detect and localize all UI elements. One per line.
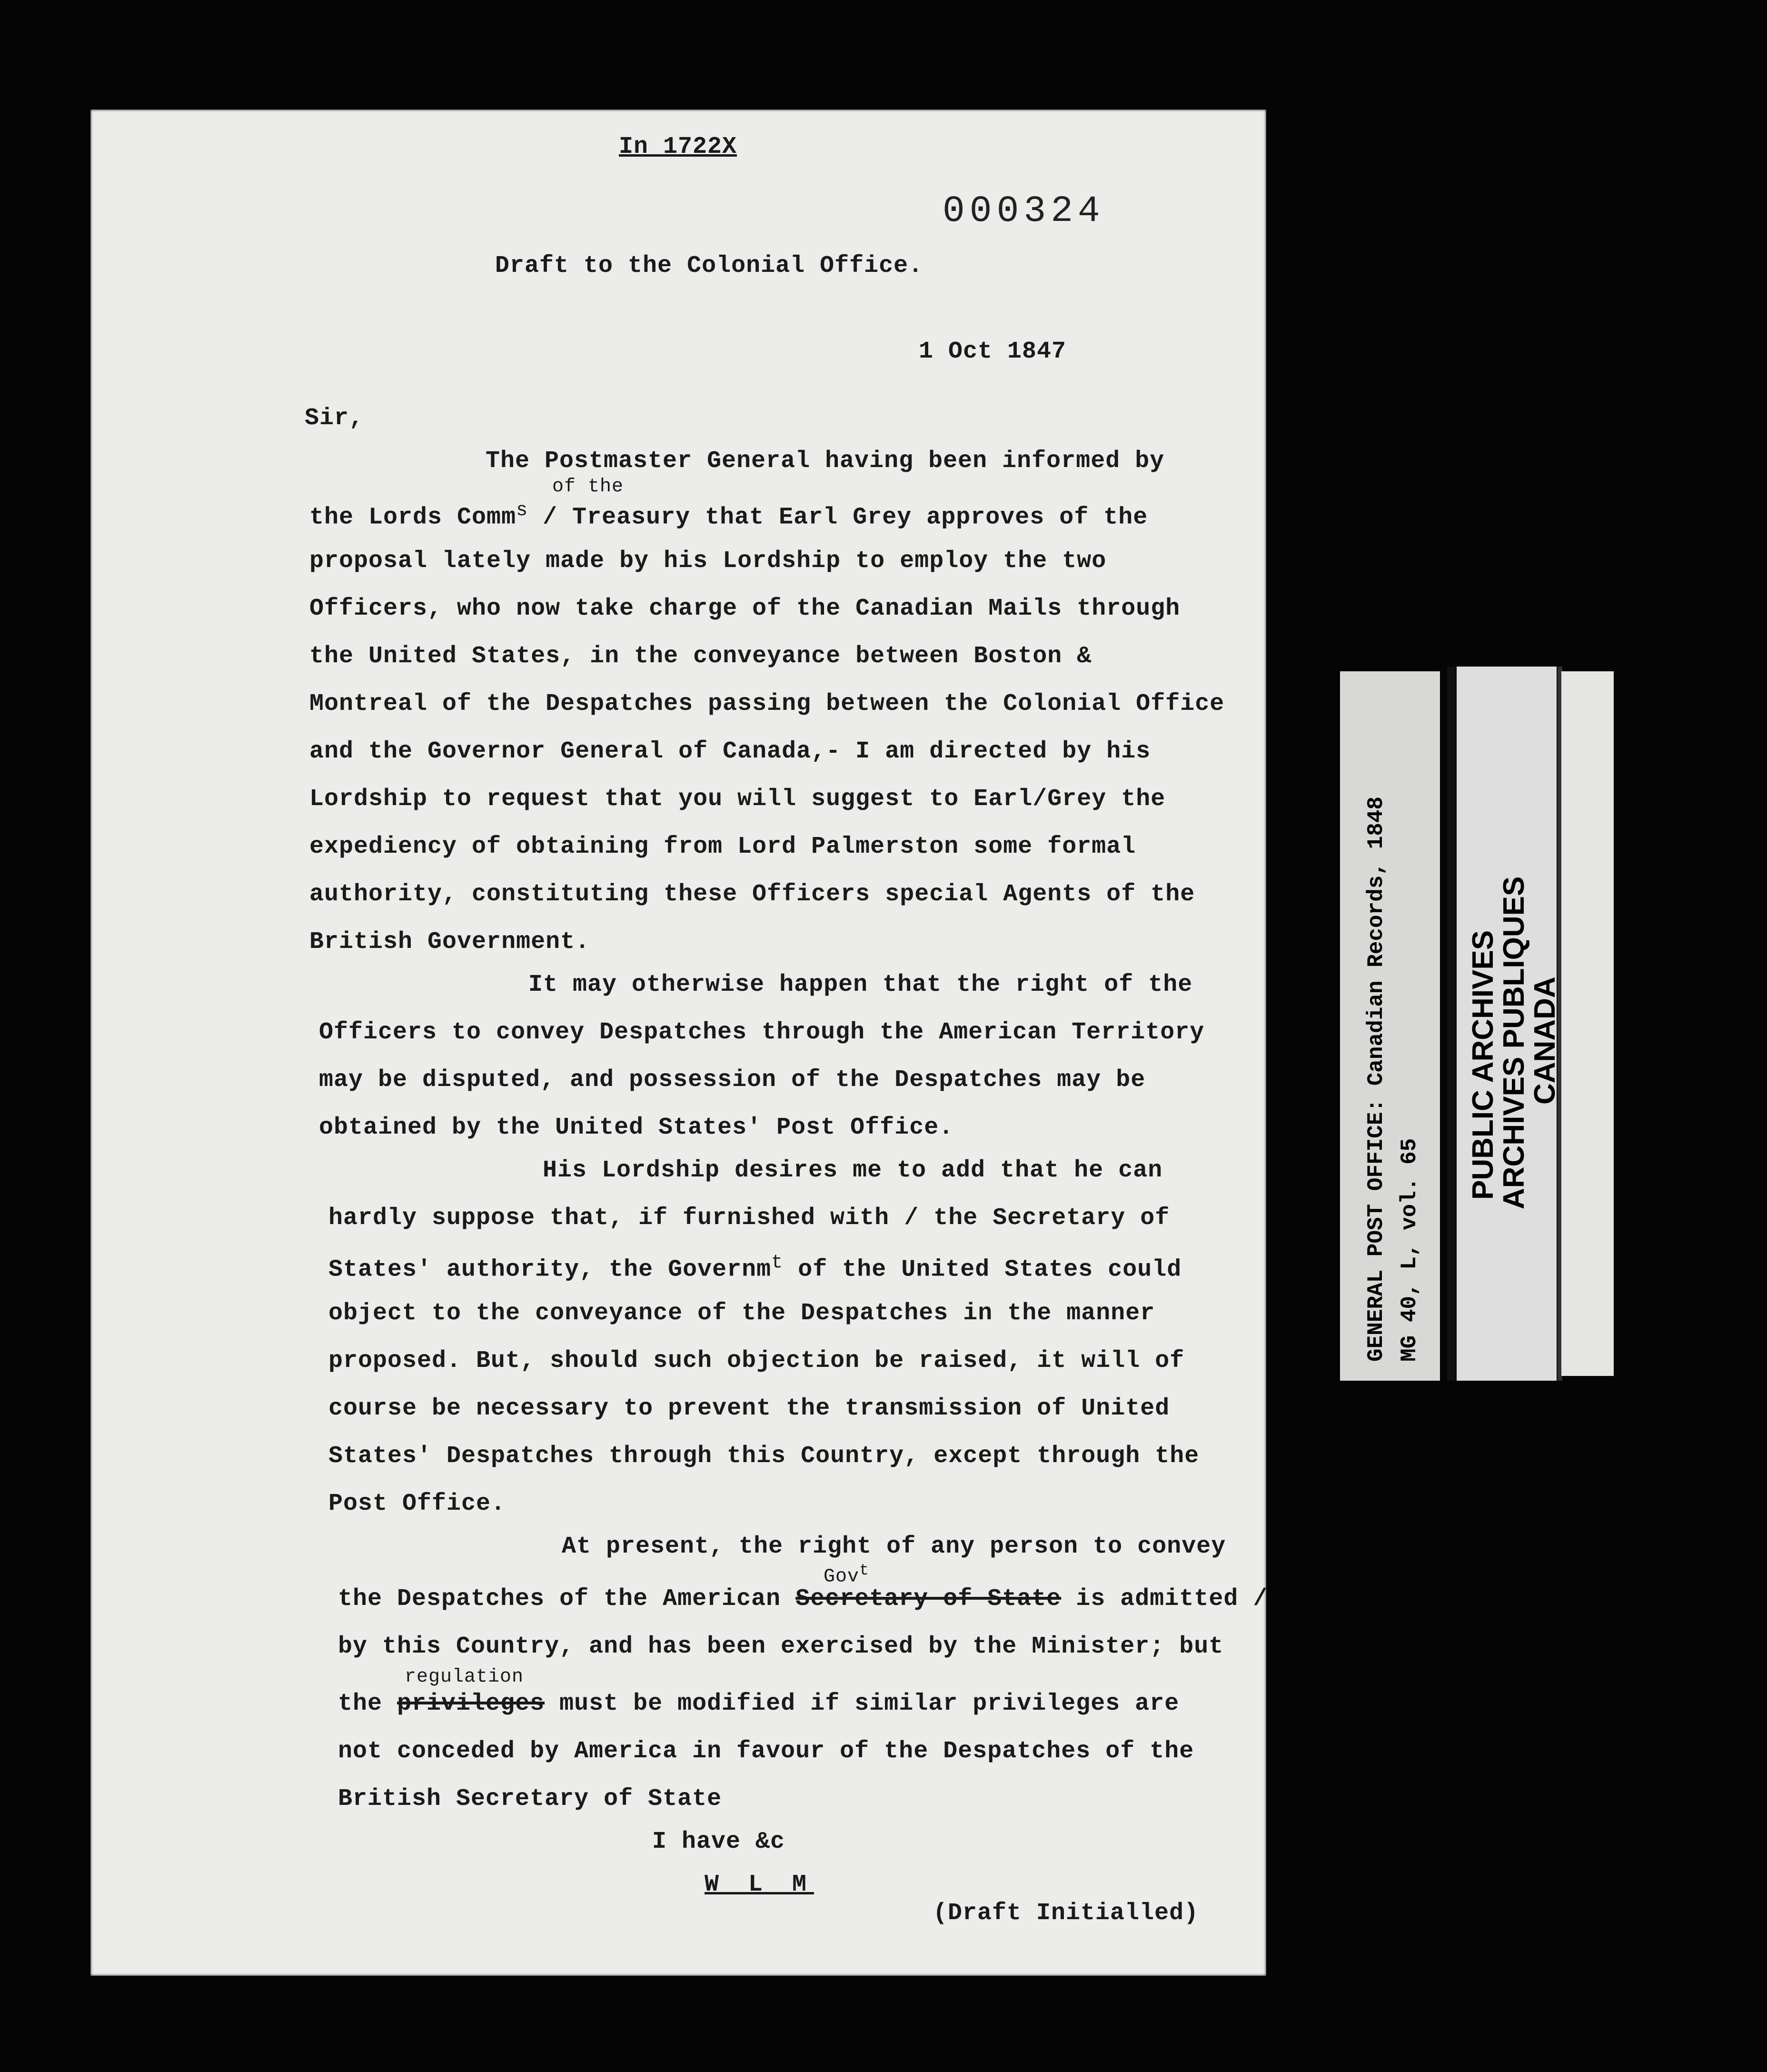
- paragraph1-line1: The Postmaster General having been informed by: [486, 448, 1165, 475]
- insertion-of-the: of the: [552, 476, 624, 498]
- closing: I have &c: [652, 1828, 785, 1855]
- salutation: Sir,: [305, 405, 364, 432]
- paragraph3-line2: hardly suppose that, if furnished with / the Secretary of: [328, 1205, 1170, 1232]
- archive-name-line1: PUBLIC ARCHIVES: [1467, 930, 1499, 1200]
- paragraph3-line8: Post Office.: [328, 1490, 506, 1517]
- paragraph1-line7: and the Governor General of Canada,- I am directed by his: [309, 738, 1151, 765]
- paragraph4-line5: not conceded by America in favour of the Despatches of the: [338, 1738, 1194, 1765]
- paragraph3-line6: course be necessary to prevent the transmission of United: [328, 1395, 1170, 1422]
- paragraph1-line4: Officers, who now take charge of the Canadian Mails through: [309, 595, 1181, 622]
- paragraph4-line3: by this Country, and has been exercised by the Minister; but: [338, 1633, 1224, 1660]
- paragraph2-line2: Officers to convey Despatches through the American Territory: [319, 1019, 1205, 1046]
- paragraph2-line4: obtained by the United States' Post Office.: [319, 1114, 954, 1141]
- paragraph1-line3: proposal lately made by his Lordship to employ the two: [309, 548, 1107, 575]
- paragraph1-line11: British Government.: [309, 928, 590, 956]
- reference-number: In 1722X: [619, 133, 737, 160]
- catalog-line1: GENERAL POST OFFICE: Canadian Records, 1848: [1364, 796, 1389, 1362]
- struck-text-secretary: Secretary of State: [795, 1585, 1062, 1613]
- draft-note: (Draft Initialled): [933, 1900, 1199, 1927]
- paragraph1-line9: expediency of obtaining from Lord Palmerston some formal: [309, 833, 1136, 860]
- paragraph1-line2a: the Lords Comm$^s$ / Treasury that Earl Grey approves of the: [309, 500, 1148, 531]
- edge-label-strip: [1561, 671, 1614, 1376]
- label-divider: [1447, 667, 1456, 1381]
- paragraph1-line10: authority, constituting these Officers special Agents of the: [309, 881, 1195, 908]
- insertion-govt: Gov$^t$: [824, 1562, 870, 1588]
- paragraph4-line2: the Despatches of the American Secretary of State is admitted /: [338, 1585, 1268, 1613]
- paragraph1-line8: Lordship to request that you will suggest to Earl/Grey the: [309, 786, 1166, 813]
- archive-name-line2: ARCHIVES PUBLIQUES: [1498, 876, 1530, 1209]
- paragraph2-line3: may be disputed, and possession of the Despatches may be: [319, 1066, 1146, 1094]
- paragraph3-line3: States' authority, the Governm$^t$ of the United States could: [328, 1252, 1182, 1284]
- paragraph1-line5: the United States, in the conveyance between Boston &: [309, 643, 1092, 670]
- paragraph2-line1: It may otherwise happen that the right of the: [528, 971, 1193, 998]
- document-heading: Draft to the Colonial Office.: [495, 252, 923, 279]
- paragraph3-line7: States' Despatches through this Country, except through the: [328, 1443, 1200, 1470]
- insertion-regulation: regulation: [405, 1666, 524, 1688]
- paragraph4-line1: At present, the right of any person to convey: [562, 1533, 1226, 1560]
- paragraph3-line5: proposed. But, should such objection be raised, it will of: [328, 1347, 1185, 1375]
- catalog-line2: MG 40, L, vol. 65: [1397, 1138, 1422, 1362]
- struck-text-privileges: privileges: [397, 1690, 545, 1717]
- document-page: [90, 110, 1266, 1976]
- catalog-label-strip: [1340, 671, 1440, 1381]
- paragraph1-line6: Montreal of the Despatches passing between the Colonial Office: [309, 690, 1225, 717]
- document-date: 1 Oct 1847: [919, 338, 1067, 365]
- paragraph3-line4: object to the conveyance of the Despatches in the manner: [328, 1300, 1155, 1327]
- paragraph4-line4: the privileges must be modified if similar privileges are: [338, 1690, 1180, 1717]
- archive-stamp-number: 000324: [943, 190, 1105, 232]
- signature-initials: W L M: [705, 1871, 814, 1898]
- paragraph4-line6: British Secretary of State: [338, 1785, 722, 1813]
- archive-name-line3: CANADA: [1529, 976, 1561, 1105]
- paragraph3-line1: His Lordship desires me to add that he can: [543, 1157, 1163, 1184]
